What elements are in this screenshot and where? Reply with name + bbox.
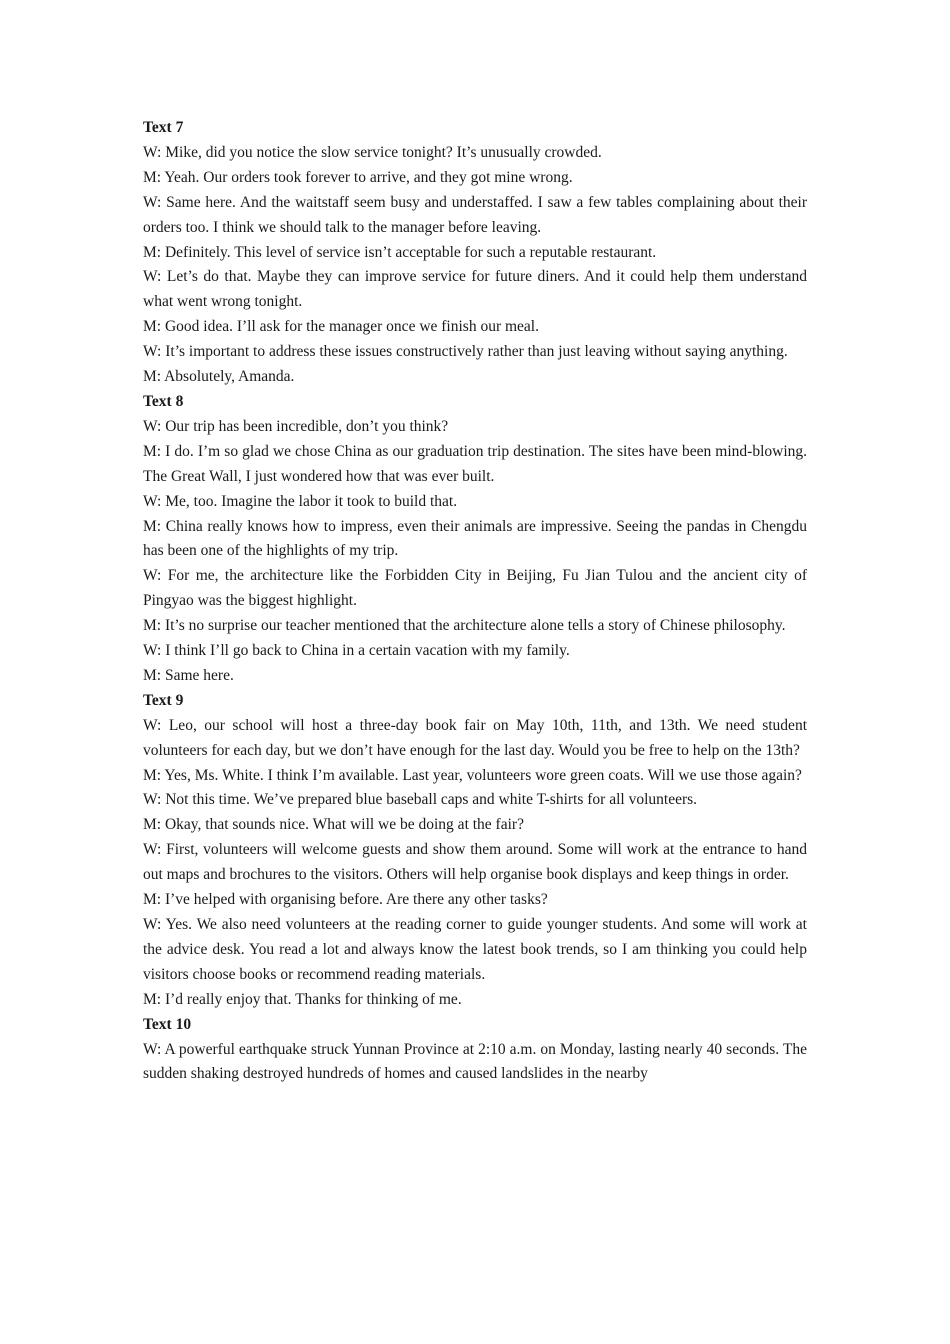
document-page xyxy=(143,116,807,1087)
dialogue-line: W: I think I’ll go back to China in a certain vacation with my family. xyxy=(143,642,570,660)
section-text-10 xyxy=(143,1013,807,1088)
dialogue-line: W: For me, the architecture like the Forbidden City in Beijing, Fu Jian Tulou and the ancient city of Pingyao was the biggest highlight. xyxy=(143,567,807,610)
dialogue-line: W: Same here. And the waitstaff seem busy and understaffed. I saw a few tables complaining about their orders too. I think we should talk to the manager before leaving. xyxy=(143,193,807,236)
dialogue-line: W: Our trip has been incredible, don’t you think? xyxy=(143,417,449,435)
dialogue-line: M: It’s no surprise our teacher mentioned that the architecture alone tells a story of Chinese philosophy. xyxy=(143,617,786,635)
section-heading: Text 8 xyxy=(143,392,184,410)
dialogue-line: W: Me, too. Imagine the labor it took to build that. xyxy=(143,492,458,510)
dialogue-line: M: I’d really enjoy that. Thanks for thinking of me. xyxy=(143,990,462,1008)
section-heading: Text 7 xyxy=(143,119,184,136)
dialogue-line: W: Let’s do that. Maybe they can improve service for future diners. And it could help them understand what went wrong tonight. xyxy=(143,268,807,311)
section-heading: Text 10 xyxy=(143,1015,192,1033)
dialogue-line: M: China really knows how to impress, even their animals are impressive. Seeing the pandas in Chengdu has been one of the highlights of my trip. xyxy=(143,517,807,560)
dialogue-line: M: Yeah. Our orders took forever to arrive, and they got mine wrong. xyxy=(143,168,573,186)
dialogue-line: M: I’ve helped with organising before. Are there any other tasks? xyxy=(143,891,548,909)
dialogue-line: W: Not this time. We’ve prepared blue baseball caps and white T-shirts for all volunteers. xyxy=(143,791,698,809)
section-text-9 xyxy=(143,689,807,1013)
dialogue-line: M: I do. I’m so glad we chose China as our graduation trip destination. The sites have been mind-blowing. The Great Wall, I just wondered how that was ever built. xyxy=(143,442,807,485)
dialogue-line: W: It’s important to address these issues constructively rather than just leaving without saying anything. xyxy=(143,343,788,361)
dialogue-line: M: Same here. xyxy=(143,666,234,684)
section-text-7 xyxy=(143,116,807,390)
dialogue-line: M: Okay, that sounds nice. What will we be doing at the fair? xyxy=(143,816,524,834)
section-heading: Text 9 xyxy=(143,691,184,709)
dialogue-line: W: Yes. We also need volunteers at the reading corner to guide younger students. And some will work at the advice desk. You read a lot and always know the latest book trends, so I am thinking you could help visitors choose books or recommend reading materials. xyxy=(143,916,807,983)
section-text-8 xyxy=(143,390,807,689)
dialogue-line: M: Absolutely, Amanda. xyxy=(143,368,295,386)
dialogue-line: W: Mike, did you notice the slow service tonight? It’s unusually crowded. xyxy=(143,143,602,161)
dialogue-line: M: Definitely. This level of service isn’t acceptable for such a reputable restaurant. xyxy=(143,243,657,261)
dialogue-line: M: Yes, Ms. White. I think I’m available. Last year, volunteers wore green coats. Will we use those again? xyxy=(143,766,802,784)
dialogue-line: W: First, volunteers will welcome guests and show them around. Some will work at the entrance to hand out maps and brochures to the visitors. Others will help organise book displays and keep things in order. xyxy=(143,841,807,884)
dialogue-line: M: Good idea. I’ll ask for the manager once we finish our meal. xyxy=(143,318,539,336)
dialogue-line: W: Leo, our school will host a three-day book fair on May 10th, 11th, and 13th. We need student volunteers for each day, but we don’t have enough for the last day. Would you be free to help on the 13th? xyxy=(143,716,807,759)
dialogue-line: W: A powerful earthquake struck Yunnan Province at 2:10 a.m. on Monday, lasting nearly 40 seconds. The sudden shaking destroyed hundreds of homes and caused landslides in the nearby xyxy=(143,1040,807,1083)
